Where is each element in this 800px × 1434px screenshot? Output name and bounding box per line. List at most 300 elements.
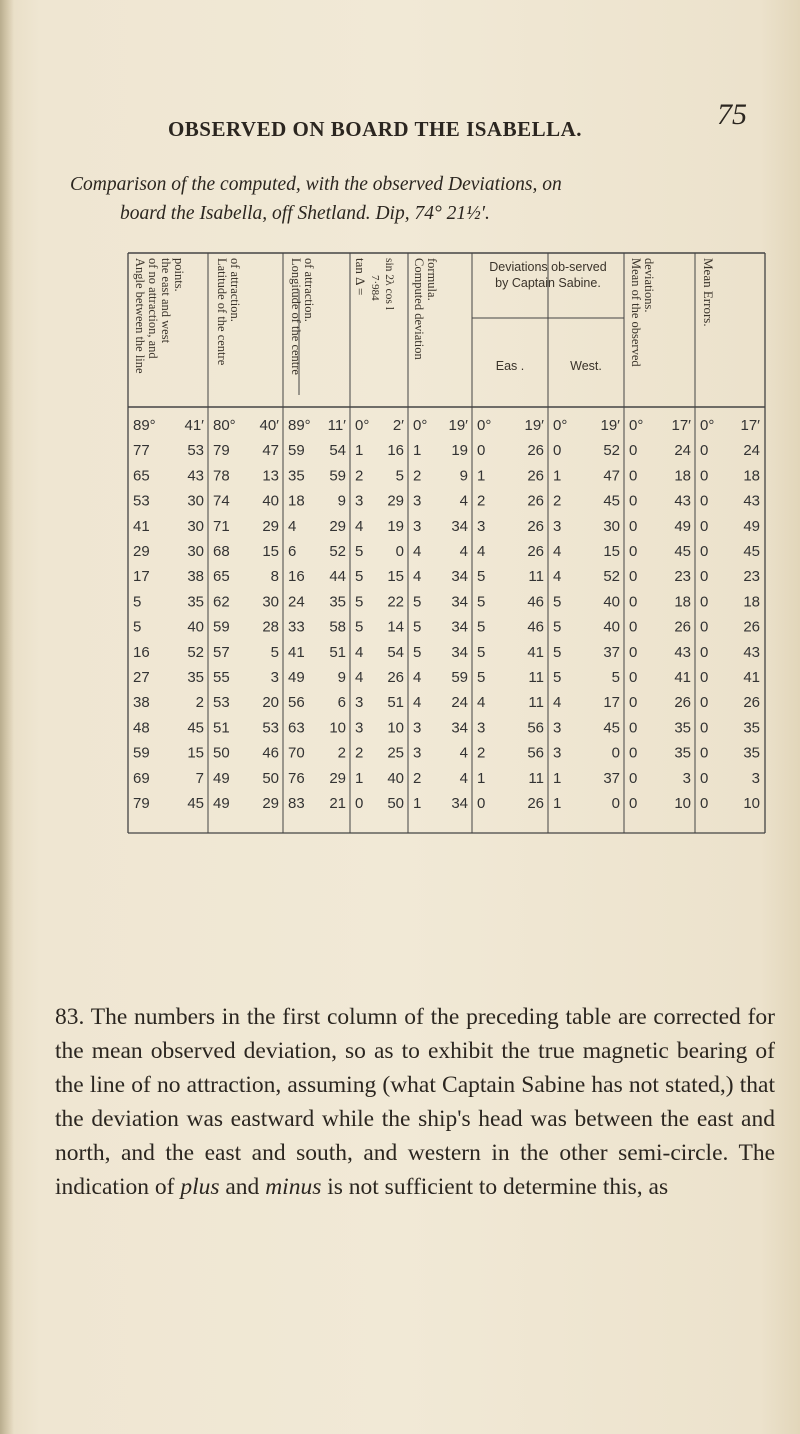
table-cell-degrees: 5 [477,568,486,586]
table-cell-degrees: 1 [553,467,562,485]
table-row [133,795,760,812]
table-cell-degrees: 4 [553,543,562,560]
running-head: OBSERVED ON BOARD THE ISABELLA. [167,117,583,141]
table-cell-minutes: 54 [329,442,346,460]
table-cell-minutes: 30 [187,492,204,510]
table-cell-degrees: 3 [553,719,562,737]
table-cell-degrees: 3 [553,517,562,535]
table-cell-degrees: 4 [553,568,562,586]
table-cell-degrees: 35 [288,467,305,485]
table-cell-degrees: 0 [477,442,486,460]
header-deviations-line1: Deviations ob-served [489,260,607,274]
table-cell-degrees: 0 [700,492,709,510]
table-cell-minutes: 51 [329,643,346,661]
table-cell-degrees: 2 [413,467,422,485]
table-row [133,644,760,661]
table-cell-minutes: 5 [611,669,620,686]
table-cell-degrees: 1 [355,769,364,787]
table-cell-minutes: 45 [187,795,204,812]
table-cell-minutes: 23 [743,568,760,586]
header-mean-errors-line: Mean Errors. [701,258,716,327]
table-cell-minutes: 19 [451,442,468,460]
table-cell-minutes: 52 [187,643,204,661]
table-cell-degrees: 4 [413,694,422,712]
table-cell-degrees: 4 [288,517,297,535]
table-cell-degrees: 3 [355,694,364,712]
table-cell-minutes: 40 [603,618,620,636]
header-east: Eas . [495,359,525,373]
table-row [133,694,760,711]
table-cell-minutes: 35 [329,593,346,611]
table-cell-degrees: 4 [477,694,486,712]
table-cell-degrees: 3 [553,744,562,762]
table-cell-minutes: 43 [743,492,760,510]
header-mean-errors [701,258,716,327]
table-cell-degrees: 5 [477,593,486,611]
table-cell-minutes: 9 [459,467,468,485]
table-cell-degrees: 5 [355,618,364,636]
table-cell-degrees: 59 [133,744,150,762]
table-cell-degrees: 0 [700,643,709,661]
table-cell-minutes: 37 [603,643,620,661]
table-cell-degrees: 0 [700,694,709,712]
table-cell-degrees: 3 [477,719,486,737]
table-cell-minutes: 43 [743,643,760,661]
table-cell-degrees: 2 [553,492,562,510]
table-cell-degrees: 0 [629,719,638,737]
header-latitude [215,258,242,366]
table-cell-minutes: 47 [262,442,279,460]
table-row [133,493,760,510]
table-cell-degrees: 0 [700,543,709,560]
caption-line-1: Comparison of the computed, with the observed Deviations, on [70,174,562,195]
table-cell-degrees: 76 [288,769,305,787]
table-cell-minutes: 29 [329,769,346,787]
table-cell-degrees: 50 [213,744,230,762]
table-cell-minutes: 51 [387,694,404,712]
table-cell-minutes: 35 [187,669,204,686]
table-cell-minutes: 45 [603,492,620,510]
table-cell-degrees: 5 [477,643,486,661]
table-cell-minutes: 24 [674,442,691,460]
table-cell-degrees: 4 [477,543,486,560]
table-cell-degrees: 1 [413,795,422,812]
table-cell-minutes: 35 [743,744,760,762]
table-cell-minutes: 59 [451,669,468,686]
table-cell-degrees: 5 [133,593,142,611]
table-cell-degrees: 41 [288,643,305,661]
table-cell-minutes: 54 [387,643,404,661]
table-cell-degrees: 29 [133,543,150,560]
table-cell-degrees: 1 [355,442,364,460]
table-cell-minutes: 26 [527,467,544,485]
table-cell-degrees: 0 [355,795,364,812]
table-cell-minutes: 14 [387,618,404,636]
table-cell-degrees: 65 [213,568,230,586]
header-tan-rhs-line: sin 2λ cos l [383,258,395,310]
table-cell-minutes: 15 [187,744,204,762]
table-cell-minutes: 24 [451,694,468,712]
table-cell-degrees: 0° [629,417,644,434]
table-cell-minutes: 52 [329,543,346,560]
table-cell-minutes: 4 [459,744,468,762]
table-cell-degrees: 0 [477,795,486,812]
table-cell-minutes: 22 [387,593,404,611]
table-cell-degrees: 33 [288,618,305,636]
table-cell-degrees: 0 [700,467,709,485]
table-cell-degrees: 79 [213,442,230,460]
table-cell-minutes: 19′ [524,417,544,434]
table-cell-minutes: 49 [743,517,760,535]
table-cell-minutes: 26 [743,694,760,712]
table-cell-minutes: 18 [674,467,691,485]
table-cell-degrees: 16 [288,568,305,586]
table-cell-degrees: 0 [629,568,638,586]
table-cell-minutes: 15 [603,543,620,560]
table-cell-minutes: 26 [527,442,544,460]
table-cell-degrees: 59 [213,618,230,636]
table-cell-degrees: 5 [413,593,422,611]
header-west: West. [570,359,602,373]
table-cell-degrees: 0 [700,795,709,812]
table-cell-degrees: 62 [213,593,230,611]
table-cell-minutes: 34 [451,719,468,737]
table-cell-degrees: 48 [133,719,150,737]
table-cell-minutes: 53 [262,719,279,737]
table-cell-minutes: 5 [395,467,404,485]
table-cell-degrees: 49 [213,769,230,787]
table-cell-minutes: 53 [187,442,204,460]
table-cell-minutes: 38 [187,568,204,586]
table-cell-degrees: 4 [355,517,364,535]
table-cell-degrees: 4 [355,643,364,661]
table-cell-minutes: 56 [527,719,544,737]
table-cell-degrees: 0 [629,795,638,812]
table-cell-minutes: 30 [187,543,204,560]
table-cell-minutes: 3 [270,669,279,686]
table-cell-degrees: 5 [413,643,422,661]
table-cell-degrees: 2 [413,769,422,787]
table-cell-minutes: 35 [674,744,691,762]
table-cell-minutes: 17′ [671,417,691,434]
table-cell-minutes: 50 [387,795,404,812]
table-cell-minutes: 19′ [600,417,620,434]
table-cell-degrees: 0 [553,442,562,460]
table-cell-minutes: 40 [187,618,204,636]
table-row [133,543,760,560]
table-cell-minutes: 24 [743,442,760,460]
paragraph-83 [55,1000,775,1204]
table-cell-minutes: 5 [270,643,279,661]
table-cell-minutes: 30 [603,517,620,535]
table-cell-minutes: 26 [527,517,544,535]
table-cell-degrees: 1 [477,467,486,485]
table-cell-minutes: 50 [262,769,279,787]
table-cell-degrees: 27 [133,669,150,686]
table-cell-minutes: 26 [527,795,544,812]
table-cell-minutes: 26 [387,669,404,686]
table-cell-minutes: 44 [329,568,346,586]
table-cell-minutes: 52 [603,442,620,460]
table-row [133,719,760,736]
table-cell-degrees: 5 [355,543,364,560]
table-cell-minutes: 9 [337,669,346,686]
table-cell-minutes: 45 [743,543,760,560]
table-cell-minutes: 34 [451,618,468,636]
header-mean-observed-line: Mean of the observed [629,258,643,367]
table-cell-minutes: 4 [459,492,468,510]
table-cell-degrees: 49 [288,669,305,686]
table-cell-degrees: 18 [288,492,305,510]
table-cell-degrees: 68 [213,543,230,560]
table-cell-degrees: 6 [288,543,297,560]
table-cell-minutes: 29 [262,517,279,535]
table-cell-minutes: 2 [337,744,346,762]
table-cell-degrees: 41 [133,517,150,535]
table-cell-minutes: 4 [459,543,468,560]
table-cell-minutes: 45 [674,543,691,560]
table-cell-degrees: 4 [413,568,422,586]
header-tan-line: tan Δ = [353,258,368,296]
table-cell-degrees: 0 [700,442,709,460]
table-cell-minutes: 45 [603,719,620,737]
table-cell-degrees: 74 [213,492,230,510]
table-cell-degrees: 4 [553,694,562,712]
table-cell-minutes: 2 [195,694,204,712]
table-cell-minutes: 3 [682,769,691,787]
table-cell-degrees: 56 [288,694,305,712]
table-cell-degrees: 1 [553,769,562,787]
table-cell-minutes: 41 [743,669,760,686]
table-row [133,669,760,686]
table-cell-minutes: 35 [674,719,691,737]
table-cell-minutes: 11 [528,568,544,586]
table-cell-minutes: 34 [451,517,468,535]
table-cell-minutes: 11 [528,694,544,712]
table-cell-degrees: 0 [700,568,709,586]
table-cell-minutes: 46 [527,618,544,636]
table-row [133,619,760,636]
header-tan-coef-line: 7·984 [369,275,381,301]
table-cell-minutes: 3 [751,769,760,787]
table-cell-degrees: 53 [133,492,150,510]
table-cell-minutes: 29 [329,517,346,535]
table-cell-minutes: 41 [527,643,544,661]
table-cell-degrees: 16 [133,643,150,661]
table-cell-degrees: 0 [629,618,638,636]
table-row [133,745,760,762]
table-row [133,770,760,787]
minus-word: minus [265,1174,322,1200]
header-mean-observed [629,258,656,367]
table-cell-minutes: 8 [270,568,279,586]
table-cell-minutes: 40 [603,593,620,611]
table-cell-degrees: 65 [133,467,150,485]
table-cell-minutes: 26 [527,492,544,510]
table-cell-minutes: 40 [262,492,279,510]
table-cell-minutes: 17 [603,694,620,712]
table-cell-degrees: 24 [288,593,305,611]
table-cell-degrees: 3 [413,744,422,762]
table-cell-minutes: 34 [451,568,468,586]
table-cell-degrees: 0 [629,643,638,661]
table-cell-degrees: 0 [700,618,709,636]
table-cell-minutes: 7 [195,769,204,787]
table-cell-degrees: 3 [355,492,364,510]
table-cell-minutes: 30 [262,593,279,611]
table-row [133,568,760,585]
header-longitude [289,258,316,375]
header-latitude-line: Latitude of the centre [215,258,229,366]
table-cell-minutes: 0 [611,744,620,762]
table-cell-degrees: 0 [629,442,638,460]
table-cell-minutes: 23 [674,568,691,586]
table-cell-degrees: 51 [213,719,230,737]
table-cell-minutes: 35 [187,593,204,611]
table-cell-degrees: 0 [700,593,709,611]
table-cell-degrees: 5 [553,643,562,661]
header-angle-line: Angle between the line [133,258,147,374]
table-cell-degrees: 79 [133,795,150,812]
table-cell-minutes: 18 [743,593,760,611]
table-cell-degrees: 5 [553,593,562,611]
table-cell-minutes: 43 [187,467,204,485]
table-cell-minutes: 19′ [448,417,468,434]
table-cell-degrees: 0 [629,593,638,611]
table-cell-degrees: 55 [213,669,230,686]
table-cell-degrees: 5 [133,618,142,636]
table-cell-minutes: 10 [329,719,346,737]
table-cell-minutes: 18 [743,467,760,485]
table-cell-degrees: 3 [413,719,422,737]
table-cell-minutes: 0 [395,543,404,560]
table-cell-minutes: 9 [337,492,346,510]
table-cell-degrees: 0 [629,543,638,560]
table-cell-degrees: 5 [553,618,562,636]
table-cell-degrees: 5 [355,593,364,611]
table-row [133,593,760,610]
table-cell-degrees: 83 [288,795,305,812]
table-cell-minutes: 21 [329,795,346,812]
table-cell-minutes: 30 [187,517,204,535]
table-cell-degrees: 2 [355,744,364,762]
header-computed-line: Computed deviation [412,258,426,360]
table-cell-minutes: 13 [262,467,279,485]
table-cell-degrees: 5 [477,669,486,686]
table-cell-minutes: 45 [187,719,204,737]
table-cell-minutes: 0 [611,795,620,812]
table-cell-degrees: 0 [629,492,638,510]
header-mean-observed-line: deviations. [642,258,656,313]
table-cell-degrees: 0 [700,719,709,737]
table-cell-minutes: 26 [527,543,544,560]
table-cell-minutes: 28 [262,618,279,636]
table-cell-minutes: 26 [743,618,760,636]
table-cell-minutes: 15 [387,568,404,586]
table-cell-degrees: 49 [213,795,230,812]
table-cell-minutes: 26 [674,618,691,636]
table-cell-degrees: 69 [133,769,150,787]
table-cell-degrees: 0° [477,417,492,434]
table-cell-minutes: 6 [337,694,346,712]
table-cell-degrees: 71 [213,517,230,535]
table-cell-minutes: 11′ [327,417,346,434]
table-cell-degrees: 0 [629,769,638,787]
table-header [133,258,716,375]
table-cell-minutes: 17′ [740,417,760,434]
paragraph-83-text-2: is not sufficient to determine this, as [321,1174,669,1200]
table-cell-degrees: 0 [629,467,638,485]
table-cell-minutes: 43 [674,643,691,661]
table-cell-minutes: 40 [387,769,404,787]
header-angle-line: the east and west [159,258,173,344]
table-cell-minutes: 56 [527,744,544,762]
table-cell-degrees: 89° [133,417,156,434]
table-cell-degrees: 0 [700,769,709,787]
table-cell-degrees: 5 [553,669,562,686]
table-cell-minutes: 29 [262,795,279,812]
table-cell-degrees: 5 [355,568,364,586]
table-cell-minutes: 47 [603,467,620,485]
table-cell-degrees: 59 [288,442,305,460]
table-cell-minutes: 34 [451,643,468,661]
table-cell-minutes: 25 [387,744,404,762]
table-cell-minutes: 19 [387,517,404,535]
table-cell-degrees: 0 [700,669,709,686]
table-cell-minutes: 10 [674,795,691,812]
table-cell-degrees: 63 [288,719,305,737]
table-cell-minutes: 34 [451,795,468,812]
table-cell-degrees: 53 [213,694,230,712]
header-tan-rhs [383,258,395,310]
table-cell-degrees: 4 [413,669,422,686]
paragraph-83-text-1: 83. The numbers in the first column of the preceding table are corrected for the mean observed deviation, so as to exhibit the true magnetic bearing of the line of no attraction, assuming (what Captain Sabine has not stated,) that the deviation was eastward while the ship's head was between the east and north, and the east and south, and western in the other semi-circle. The indication of [55,1004,775,1200]
table-cell-minutes: 37 [603,769,620,787]
table-cell-degrees: 0 [629,669,638,686]
table-cell-minutes: 29 [387,492,404,510]
table-cell-degrees: 1 [477,769,486,787]
table-cell-degrees: 38 [133,694,150,712]
table-cell-degrees: 2 [355,467,364,485]
table-cell-degrees: 89° [288,417,311,434]
table-cell-minutes: 34 [451,593,468,611]
table-cell-degrees: 57 [213,643,230,661]
table-cell-minutes: 20 [262,694,279,712]
table-cell-degrees: 3 [413,492,422,510]
table-cell-degrees: 78 [213,467,230,485]
table-cell-degrees: 0° [355,417,370,434]
table-cell-degrees: 5 [413,618,422,636]
table-cell-minutes: 26 [674,694,691,712]
caption-line-2: board the Isabella, off Shetland. Dip, 74° 21½′. [120,203,490,224]
table-row [133,417,760,434]
table-cell-minutes: 11 [528,769,544,787]
table-cell-minutes: 10 [387,719,404,737]
table-cell-degrees: 0 [700,517,709,535]
table-cell-minutes: 52 [603,568,620,586]
table-body [133,417,760,812]
header-tan [353,258,368,295]
table-cell-degrees: 3 [477,517,486,535]
table-cell-minutes: 16 [387,442,404,460]
page-number: 75 [717,98,747,131]
table-cell-minutes: 40′ [259,417,279,434]
plus-word: plus [180,1174,220,1200]
table-row [133,518,760,535]
table-cell-degrees: 0 [629,694,638,712]
table-cell-minutes: 10 [743,795,760,812]
table-row [133,467,760,484]
